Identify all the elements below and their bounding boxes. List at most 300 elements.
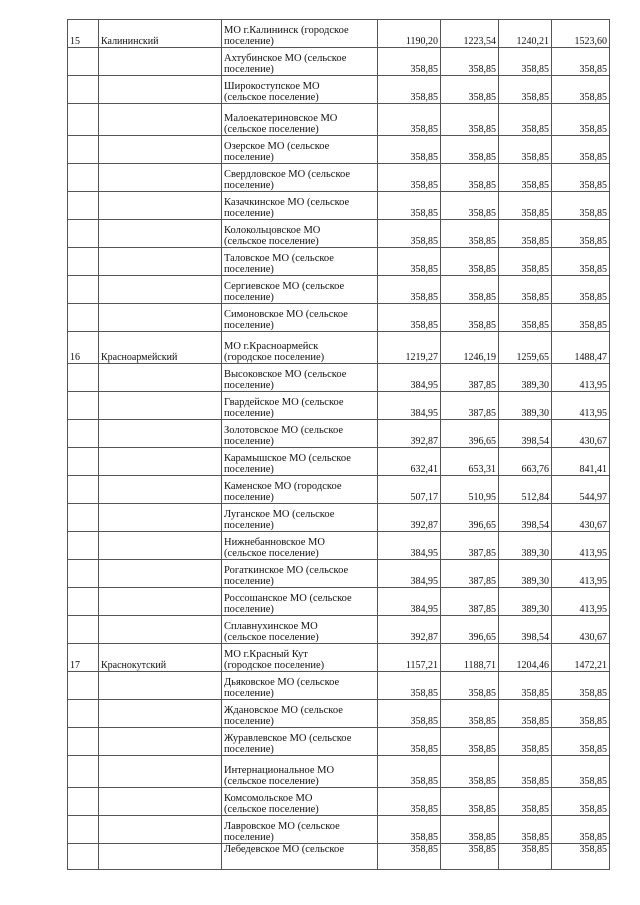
value-cell-3: 398,54	[499, 420, 552, 448]
municipality-cell	[222, 476, 378, 504]
table-row	[68, 816, 610, 844]
row-number-cell: 15	[68, 20, 99, 48]
municipality-name-line: Каменское МО (городское	[224, 481, 342, 492]
municipality-name-line: поселение)	[224, 744, 274, 755]
value-cell-4: 841,41	[552, 448, 610, 476]
row-number-cell	[68, 104, 99, 136]
value-cell-2: 387,85	[441, 364, 499, 392]
row-number-cell	[68, 276, 99, 304]
value-cell-4: 413,95	[552, 392, 610, 420]
table-row	[68, 76, 610, 104]
table-row	[68, 48, 610, 76]
value-cell-3: 358,85	[499, 76, 552, 104]
row-number-cell	[68, 364, 99, 392]
municipality-name-line: Казачкинское МО (сельское	[224, 197, 350, 208]
value-cell-2: 358,85	[441, 304, 499, 332]
municipality-name-line: (сельское поселение)	[224, 92, 319, 103]
value-cell-1: 392,87	[378, 616, 441, 644]
table-row	[68, 20, 610, 48]
district-cell: Калининский	[99, 20, 222, 48]
value-cell-2: 358,85	[441, 164, 499, 192]
value-cell-1: 358,85	[378, 48, 441, 76]
district-cell: Красноармейский	[99, 332, 222, 364]
row-number-cell	[68, 248, 99, 276]
district-cell	[99, 48, 222, 76]
municipality-cell	[222, 560, 378, 588]
row-number-cell	[68, 76, 99, 104]
table-row	[68, 420, 610, 448]
value-cell-1: 1190,20	[378, 20, 441, 48]
district-cell	[99, 788, 222, 816]
value-cell-2: 387,85	[441, 392, 499, 420]
municipality-name-line: поселение)	[224, 208, 274, 219]
row-number-cell	[68, 700, 99, 728]
district-cell	[99, 136, 222, 164]
value-cell-2: 653,31	[441, 448, 499, 476]
municipality-cell	[222, 816, 378, 844]
district-cell	[99, 728, 222, 756]
municipality-name-line: поселение)	[224, 832, 274, 843]
value-cell-4: 358,85	[552, 248, 610, 276]
value-cell-1: 384,95	[378, 392, 441, 420]
municipality-cell	[222, 588, 378, 616]
municipality-name-line: поселение)	[224, 436, 274, 447]
value-cell-2: 1223,54	[441, 20, 499, 48]
table-row	[68, 560, 610, 588]
municipality-name-line: (сельское поселение)	[224, 776, 319, 787]
value-cell-4: 358,85	[552, 136, 610, 164]
municipality-name-line: Свердловское МО (сельское	[224, 169, 351, 180]
municipality-cell	[222, 248, 378, 276]
value-cell-3: 389,30	[499, 560, 552, 588]
municipality-name-line: поселение)	[224, 152, 274, 163]
municipality-cell	[222, 700, 378, 728]
value-cell-4: 1523,60	[552, 20, 610, 48]
value-cell-4: 358,85	[552, 276, 610, 304]
district-cell	[99, 76, 222, 104]
municipality-name-line: Рогаткинское МО (сельское	[224, 565, 349, 576]
municipality-name-line: Симоновское МО (сельское	[224, 309, 348, 320]
value-cell-1: 358,85	[378, 220, 441, 248]
municipality-name-line: поселение)	[224, 380, 274, 391]
value-cell-1: 358,85	[378, 276, 441, 304]
municipality-name-line: Высоковское МО (сельское	[224, 369, 347, 380]
value-cell-1: 384,95	[378, 588, 441, 616]
municipality-cell	[222, 332, 378, 364]
value-cell-2: 387,85	[441, 588, 499, 616]
municipality-name-line: Сергиевское МО (сельское	[224, 281, 345, 292]
table-row	[68, 756, 610, 788]
municipality-name-line: Колокольцовское МО	[224, 225, 321, 236]
municipality-name-line: Нижнебанновское МО	[224, 537, 325, 548]
municipality-name-line: Сплавнухинское МО	[224, 621, 318, 632]
value-cell-2: 387,85	[441, 532, 499, 560]
district-cell: Краснокутский	[99, 644, 222, 672]
value-cell-1: 358,85	[378, 672, 441, 700]
municipality-name-line: Лавровское МО (сельское	[224, 821, 340, 832]
value-cell-3: 358,85	[499, 276, 552, 304]
municipality-cell	[222, 756, 378, 788]
value-cell-2: 1188,71	[441, 644, 499, 672]
municipality-name-line: МО г.Калининск (городское	[224, 25, 349, 36]
municipality-name-line: Журавлевское МО (сельское	[224, 733, 352, 744]
district-cell	[99, 448, 222, 476]
table-row	[68, 672, 610, 700]
district-cell	[99, 220, 222, 248]
district-cell	[99, 700, 222, 728]
value-cell-4: 413,95	[552, 560, 610, 588]
value-cell-3: 1259,65	[499, 332, 552, 364]
value-cell-1: 392,87	[378, 420, 441, 448]
value-cell-2: 358,85	[441, 816, 499, 844]
value-cell-2: 358,85	[441, 700, 499, 728]
municipality-name-line: Карамышское МО (сельское	[224, 453, 351, 464]
table-row	[68, 220, 610, 248]
value-cell-4: 358,85	[552, 104, 610, 136]
table-body	[68, 20, 610, 870]
municipality-cell	[222, 48, 378, 76]
table-row	[68, 504, 610, 532]
table-row	[68, 728, 610, 756]
value-cell-4: 1472,21	[552, 644, 610, 672]
value-cell-1: 384,95	[378, 532, 441, 560]
value-cell-1: 384,95	[378, 560, 441, 588]
municipality-cell	[222, 420, 378, 448]
row-number-cell: 17	[68, 644, 99, 672]
value-cell-4: 1488,47	[552, 332, 610, 364]
value-cell-1: 384,95	[378, 364, 441, 392]
value-cell-3: 358,85	[499, 756, 552, 788]
table-row	[68, 364, 610, 392]
table-row	[68, 332, 610, 364]
table-row	[68, 476, 610, 504]
row-number-cell	[68, 672, 99, 700]
municipality-cell	[222, 304, 378, 332]
value-cell-3: 358,85	[499, 104, 552, 136]
district-cell	[99, 420, 222, 448]
municipality-cell	[222, 392, 378, 420]
municipality-cell	[222, 532, 378, 560]
district-cell	[99, 504, 222, 532]
table-row	[68, 644, 610, 672]
municipality-cell	[222, 644, 378, 672]
value-cell-2: 1246,19	[441, 332, 499, 364]
municipality-name-line: поселение)	[224, 576, 274, 587]
municipality-name-line: поселение)	[224, 264, 274, 275]
value-cell-3: 358,85	[499, 844, 552, 870]
district-cell	[99, 616, 222, 644]
value-cell-1: 358,85	[378, 728, 441, 756]
value-cell-3: 398,54	[499, 504, 552, 532]
municipality-cell	[222, 448, 378, 476]
value-cell-4: 430,67	[552, 420, 610, 448]
municipality-name-line: Комсомольское МО	[224, 793, 313, 804]
municipality-name-line: поселение)	[224, 292, 274, 303]
municipality-name-line: поселение)	[224, 492, 274, 503]
value-cell-2: 396,65	[441, 420, 499, 448]
municipality-cell	[222, 788, 378, 816]
value-cell-2: 358,85	[441, 220, 499, 248]
municipality-name-line: Малоекатериновское МО	[224, 113, 338, 124]
table-row	[68, 104, 610, 136]
value-cell-2: 358,85	[441, 276, 499, 304]
municipality-cell	[222, 76, 378, 104]
value-cell-4: 358,85	[552, 844, 610, 870]
district-cell	[99, 276, 222, 304]
row-number-cell	[68, 476, 99, 504]
value-cell-4: 430,67	[552, 504, 610, 532]
value-cell-2: 358,85	[441, 104, 499, 136]
table-row	[68, 588, 610, 616]
value-cell-3: 389,30	[499, 588, 552, 616]
value-cell-2: 358,85	[441, 756, 499, 788]
district-cell	[99, 672, 222, 700]
municipality-cell	[222, 276, 378, 304]
value-cell-2: 358,85	[441, 788, 499, 816]
value-cell-2: 510,95	[441, 476, 499, 504]
value-cell-3: 389,30	[499, 364, 552, 392]
value-cell-4: 358,85	[552, 728, 610, 756]
row-number-cell	[68, 616, 99, 644]
table-row	[68, 304, 610, 332]
municipality-name-line: Широкоступское МО	[224, 81, 320, 92]
table-row	[68, 248, 610, 276]
municipality-name-line: Золотовское МО (сельское	[224, 425, 343, 436]
municipality-cell	[222, 728, 378, 756]
value-cell-3: 358,85	[499, 220, 552, 248]
value-cell-2: 358,85	[441, 48, 499, 76]
value-cell-3: 358,85	[499, 48, 552, 76]
value-cell-3: 1240,21	[499, 20, 552, 48]
municipality-name-line: Лебедевское МО (сельское	[224, 844, 345, 855]
table-row	[68, 276, 610, 304]
row-number-cell	[68, 532, 99, 560]
row-number-cell	[68, 844, 99, 870]
value-cell-2: 396,65	[441, 504, 499, 532]
municipality-name-line: поселение)	[224, 716, 274, 727]
municipality-name-line: поселение)	[224, 604, 274, 615]
municipality-name-line: Дьяковское МО (сельское	[224, 677, 340, 688]
row-number-cell	[68, 304, 99, 332]
municipality-cell	[222, 616, 378, 644]
value-cell-1: 358,85	[378, 788, 441, 816]
municipality-name-line: поселение)	[224, 408, 274, 419]
municipality-name-line: поселение)	[224, 180, 274, 191]
value-cell-4: 358,85	[552, 700, 610, 728]
municipality-name-line: Ахтубинское МО (сельское	[224, 53, 347, 64]
district-cell	[99, 192, 222, 220]
table-row	[68, 700, 610, 728]
value-cell-3: 663,76	[499, 448, 552, 476]
municipality-name-line: МО г.Красный Кут	[224, 649, 308, 660]
municipality-cell	[222, 672, 378, 700]
tariff-table	[67, 19, 610, 870]
row-number-cell	[68, 728, 99, 756]
value-cell-4: 430,67	[552, 616, 610, 644]
table-row	[68, 136, 610, 164]
value-cell-4: 358,85	[552, 76, 610, 104]
municipality-cell	[222, 504, 378, 532]
value-cell-1: 507,17	[378, 476, 441, 504]
row-number-cell	[68, 560, 99, 588]
district-cell	[99, 104, 222, 136]
district-cell	[99, 844, 222, 870]
value-cell-3: 358,85	[499, 192, 552, 220]
table-row	[68, 788, 610, 816]
district-cell	[99, 304, 222, 332]
row-number-cell	[68, 420, 99, 448]
value-cell-1: 1157,21	[378, 644, 441, 672]
table-row	[68, 616, 610, 644]
municipality-name-line: поселение)	[224, 64, 274, 75]
value-cell-4: 358,85	[552, 672, 610, 700]
value-cell-3: 389,30	[499, 392, 552, 420]
district-cell	[99, 588, 222, 616]
municipality-name-line: (городское поселение)	[224, 660, 325, 671]
value-cell-4: 358,85	[552, 48, 610, 76]
municipality-name-line: Ждановское МО (сельское	[224, 705, 343, 716]
row-number-cell	[68, 136, 99, 164]
value-cell-1: 358,85	[378, 104, 441, 136]
value-cell-1: 392,87	[378, 504, 441, 532]
municipality-cell	[222, 364, 378, 392]
municipality-name-line: Гвардейское МО (сельское	[224, 397, 344, 408]
value-cell-4: 358,85	[552, 816, 610, 844]
value-cell-4: 358,85	[552, 192, 610, 220]
municipality-name-line: (сельское поселение)	[224, 804, 319, 815]
value-cell-4: 358,85	[552, 756, 610, 788]
value-cell-4: 413,95	[552, 588, 610, 616]
table-row	[68, 532, 610, 560]
municipality-cell	[222, 192, 378, 220]
value-cell-4: 358,85	[552, 164, 610, 192]
value-cell-3: 358,85	[499, 164, 552, 192]
value-cell-3: 358,85	[499, 700, 552, 728]
row-number-cell	[68, 756, 99, 788]
district-cell	[99, 164, 222, 192]
value-cell-2: 358,85	[441, 76, 499, 104]
table-row	[68, 448, 610, 476]
row-number-cell	[68, 164, 99, 192]
value-cell-2: 358,85	[441, 728, 499, 756]
district-cell	[99, 560, 222, 588]
value-cell-1: 632,41	[378, 448, 441, 476]
value-cell-1: 358,85	[378, 164, 441, 192]
value-cell-1: 358,85	[378, 700, 441, 728]
value-cell-4: 413,95	[552, 532, 610, 560]
row-number-cell	[68, 192, 99, 220]
municipality-name-line: поселение)	[224, 36, 274, 47]
value-cell-3: 389,30	[499, 532, 552, 560]
municipality-name-line: поселение)	[224, 688, 274, 699]
row-number-cell	[68, 48, 99, 76]
municipality-name-line: поселение)	[224, 520, 274, 531]
municipality-cell	[222, 220, 378, 248]
table-row	[68, 164, 610, 192]
municipality-name-line: МО г.Красноармейск	[224, 341, 319, 352]
district-cell	[99, 816, 222, 844]
value-cell-3: 358,85	[499, 136, 552, 164]
row-number-cell	[68, 788, 99, 816]
value-cell-2: 396,65	[441, 616, 499, 644]
table-row	[68, 392, 610, 420]
district-cell	[99, 532, 222, 560]
value-cell-1: 358,85	[378, 304, 441, 332]
value-cell-1: 358,85	[378, 192, 441, 220]
value-cell-4: 358,85	[552, 220, 610, 248]
municipality-name-line: Россошанское МО (сельское	[224, 593, 352, 604]
value-cell-3: 1204,46	[499, 644, 552, 672]
municipality-name-line: Таловское МО (сельское	[224, 253, 334, 264]
municipality-cell	[222, 136, 378, 164]
value-cell-4: 358,85	[552, 304, 610, 332]
row-number-cell	[68, 816, 99, 844]
district-cell	[99, 248, 222, 276]
value-cell-1: 358,85	[378, 816, 441, 844]
value-cell-2: 358,85	[441, 248, 499, 276]
value-cell-2: 387,85	[441, 560, 499, 588]
row-number-cell	[68, 220, 99, 248]
municipality-cell	[222, 20, 378, 48]
row-number-cell	[68, 392, 99, 420]
row-number-cell	[68, 448, 99, 476]
value-cell-4: 413,95	[552, 364, 610, 392]
value-cell-2: 358,85	[441, 844, 499, 870]
municipality-name-line: (городское поселение)	[224, 352, 325, 363]
municipality-name-line: (сельское поселение)	[224, 548, 319, 559]
value-cell-3: 358,85	[499, 816, 552, 844]
municipality-cell	[222, 844, 378, 870]
value-cell-1: 358,85	[378, 136, 441, 164]
value-cell-3: 398,54	[499, 616, 552, 644]
municipality-cell	[222, 164, 378, 192]
value-cell-2: 358,85	[441, 136, 499, 164]
table-row	[68, 844, 610, 870]
value-cell-1: 358,85	[378, 76, 441, 104]
district-cell	[99, 364, 222, 392]
value-cell-2: 358,85	[441, 192, 499, 220]
table-row	[68, 192, 610, 220]
district-cell	[99, 392, 222, 420]
district-cell	[99, 476, 222, 504]
value-cell-4: 544,97	[552, 476, 610, 504]
value-cell-3: 358,85	[499, 248, 552, 276]
municipality-name-line: поселение)	[224, 320, 274, 331]
municipality-name-line: (сельское поселение)	[224, 632, 319, 643]
value-cell-3: 358,85	[499, 304, 552, 332]
municipality-name-line: (сельское поселение)	[224, 236, 319, 247]
value-cell-2: 358,85	[441, 672, 499, 700]
value-cell-4: 358,85	[552, 788, 610, 816]
value-cell-3: 358,85	[499, 672, 552, 700]
value-cell-3: 358,85	[499, 788, 552, 816]
value-cell-3: 358,85	[499, 728, 552, 756]
value-cell-1: 358,85	[378, 248, 441, 276]
value-cell-3: 512,84	[499, 476, 552, 504]
municipality-name-line: поселение)	[224, 464, 274, 475]
row-number-cell	[68, 588, 99, 616]
municipality-name-line: Интернациональное МО	[224, 765, 335, 776]
municipality-name-line: Озерское МО (сельское	[224, 141, 330, 152]
value-cell-1: 358,85	[378, 756, 441, 788]
value-cell-1: 358,85	[378, 844, 441, 870]
value-cell-1: 1219,27	[378, 332, 441, 364]
municipality-name-line: (сельское поселение)	[224, 124, 319, 135]
municipality-cell	[222, 104, 378, 136]
municipality-name-line: Луганское МО (сельское	[224, 509, 335, 520]
row-number-cell	[68, 504, 99, 532]
district-cell	[99, 756, 222, 788]
